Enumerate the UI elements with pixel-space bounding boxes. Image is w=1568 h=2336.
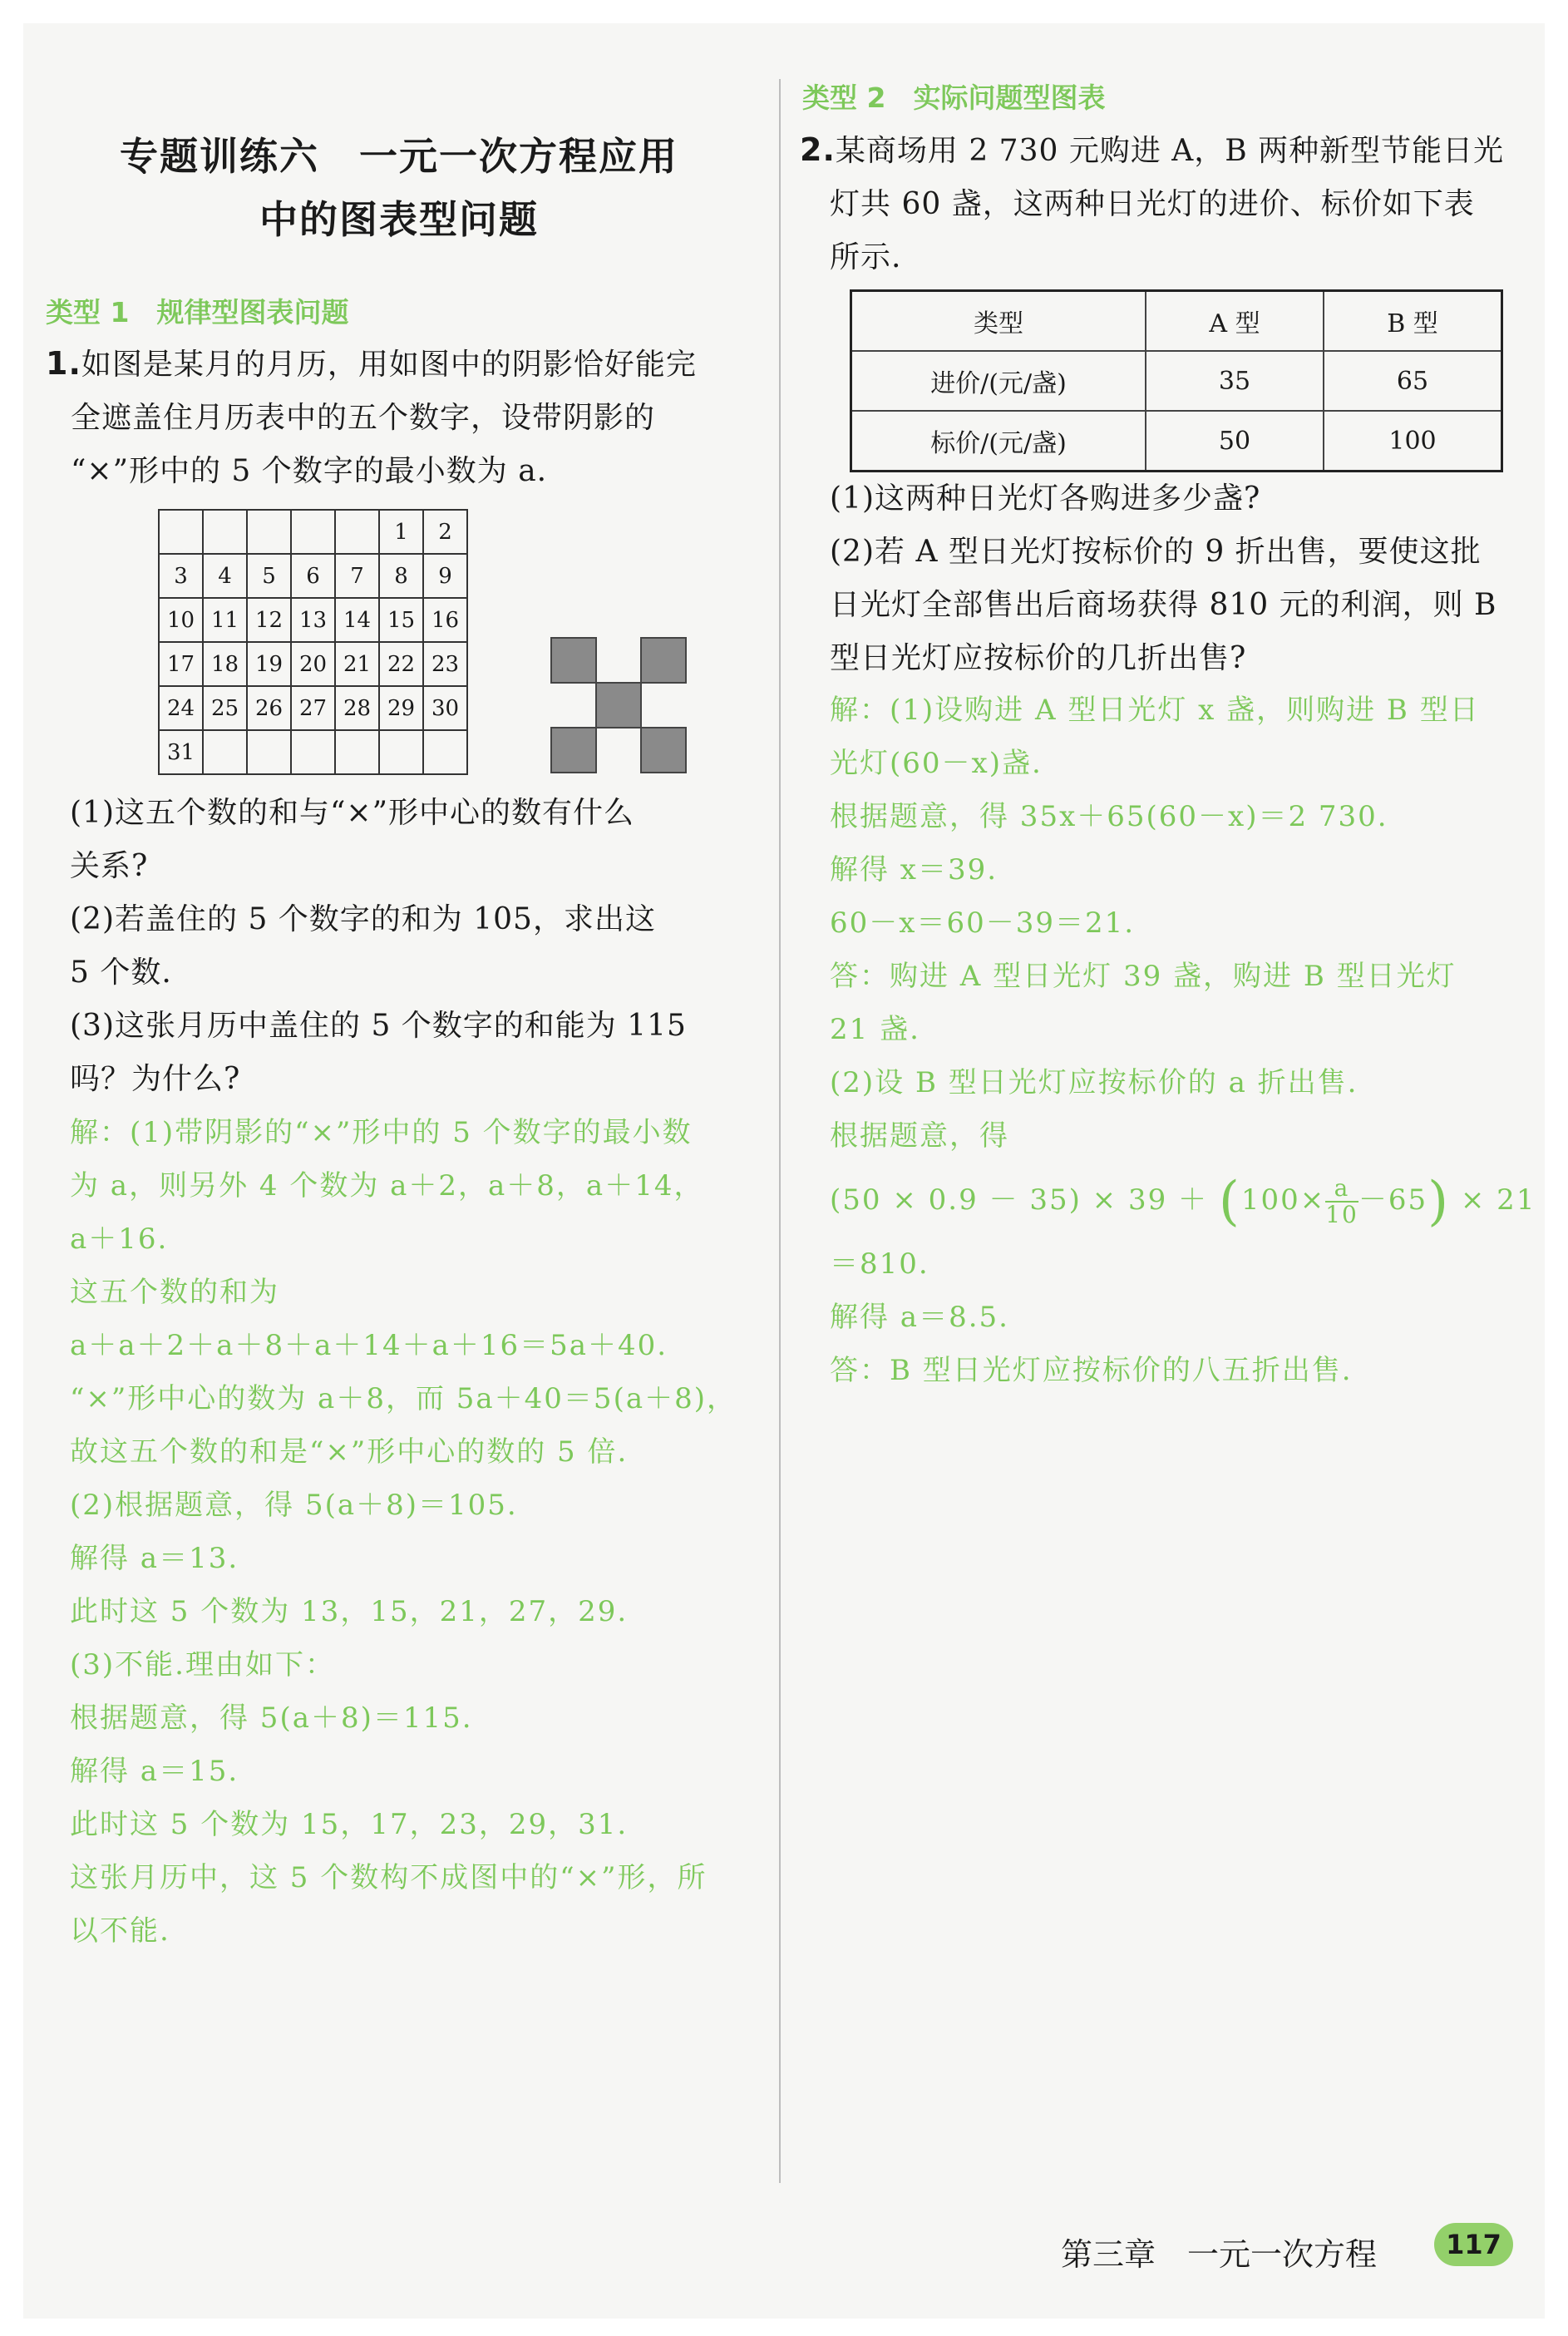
problem-1-questions [70, 787, 687, 1106]
calendar-cell [291, 730, 335, 774]
calendar-cell: 3 [159, 554, 203, 598]
answer-line: 答：B 型日光灯应按标价的八五折出售. [830, 1354, 1353, 1387]
answer-line: “×”形中心的数为 a＋8，而 5a＋40＝5(a＋8)， [70, 1382, 737, 1415]
answer-line: 60－x＝60－39＝21. [830, 906, 1136, 940]
fraction-denominator: 10 [1325, 1201, 1358, 1228]
question-line: 5 个数. [70, 956, 172, 990]
title-line-1: 专题训练六 一元一次方程应用 [120, 134, 678, 179]
shaded-square [640, 727, 687, 773]
header-cell: B 型 [1324, 291, 1502, 352]
page-title [42, 125, 757, 251]
shaded-square [550, 637, 597, 684]
fraction [1325, 1176, 1358, 1227]
price-table-header [851, 291, 1502, 352]
equation-inner-right: －65 [1358, 1183, 1428, 1217]
table-cell: 50 [1146, 411, 1324, 472]
calendar-cell: 30 [423, 686, 467, 730]
type2-heading: 类型 2 实际问题型图表 [802, 81, 1106, 114]
calendar-cell: 20 [291, 642, 335, 686]
problem-1-line: 如图是某月的月历，用如图中的阴影恰好能完 [81, 348, 697, 382]
problem-2-statement [800, 123, 1504, 284]
answer-line: 此时这 5 个数为 15，17，23，29，31. [70, 1808, 629, 1841]
calendar-cell: 31 [159, 730, 203, 774]
answer-line: 此时这 5 个数为 13，15，21，27，29. [70, 1595, 629, 1628]
table-cell: 35 [1146, 351, 1324, 411]
problem-1-line: 全遮盖住月历表中的五个数字，设带阴影的 [71, 401, 656, 435]
question-line: (1)这两种日光灯各购进多少盏? [830, 482, 1261, 516]
calendar-cell [203, 730, 247, 774]
calendar-cell: 24 [159, 686, 203, 730]
equation-inner-left: 100× [1240, 1183, 1326, 1217]
header-cell: A 型 [1146, 291, 1324, 352]
answer-line: 解得 a＝8.5. [830, 1301, 1009, 1334]
answer-line: 以不能. [70, 1914, 170, 1948]
question-line: 吗？为什么? [70, 1062, 241, 1096]
calendar-cell: 10 [159, 598, 203, 642]
shaded-square [550, 727, 597, 773]
equation-line [830, 1163, 1536, 1237]
calendar-row [159, 642, 467, 686]
calendar-cell: 12 [247, 598, 291, 642]
question-line: (2)若 A 型日光灯按标价的 9 折出售，要使这批 [830, 535, 1482, 569]
calendar-cell: 2 [423, 510, 467, 554]
calendar-cell: 11 [203, 598, 247, 642]
answer-line: 光灯(60－x)盏. [830, 747, 1043, 780]
calendar-cell: 23 [423, 642, 467, 686]
question-line: (2)若盖住的 5 个数字的和为 105，求出这 [70, 902, 656, 936]
calendar-cell [335, 510, 379, 554]
calendar-cell: 17 [159, 642, 203, 686]
header-cell: 类型 [851, 291, 1146, 352]
answer-line: 根据题意，得 35x＋65(60－x)＝2 730. [830, 800, 1388, 833]
shaded-square [595, 682, 642, 728]
answer-line: 为 a，则另外 4 个数为 a＋2，a＋8，a＋14， [70, 1169, 704, 1203]
price-table [850, 289, 1503, 472]
answer-line: 解得 a＝13. [70, 1542, 239, 1575]
calendar-cell: 27 [291, 686, 335, 730]
calendar-cell: 18 [203, 642, 247, 686]
calendar-cell: 1 [379, 510, 423, 554]
price-table-row [851, 351, 1502, 411]
calendar-cell: 21 [335, 642, 379, 686]
calendar-cell [379, 730, 423, 774]
calendar-cell: 8 [379, 554, 423, 598]
calendar-row [159, 598, 467, 642]
shaded-square [640, 637, 687, 684]
problem-1-line: “×”形中的 5 个数字的最小数为 a. [71, 454, 548, 488]
right-paren: ) [1427, 1171, 1451, 1232]
calendar-cell [247, 510, 291, 554]
calendar-cell [335, 730, 379, 774]
answer-line: 解：(1)带阴影的“×”形中的 5 个数字的最小数 [70, 1116, 693, 1149]
calendar-cell: 7 [335, 554, 379, 598]
type1-heading: 类型 1 规律型图表问题 [46, 296, 349, 328]
calendar-cell: 26 [247, 686, 291, 730]
price-table-row [851, 411, 1502, 472]
answer-line: 解得 x＝39. [830, 853, 998, 886]
equation-right: × 21 [1460, 1183, 1536, 1217]
calendar-cell: 16 [423, 598, 467, 642]
problem-2-line: 所示. [830, 240, 902, 274]
table-cell: 100 [1324, 411, 1502, 472]
calendar-cell: 19 [247, 642, 291, 686]
calendar-cell [203, 510, 247, 554]
calendar-cell [247, 730, 291, 774]
column-divider [779, 79, 781, 2183]
left-paren: ( [1218, 1171, 1241, 1232]
calendar-cell: 25 [203, 686, 247, 730]
question-line: 关系? [70, 849, 149, 883]
answer-line: a＋a＋2＋a＋8＋a＋14＋a＋16＝5a＋40. [70, 1329, 668, 1362]
page-number-badge: 117 [1434, 2223, 1513, 2266]
problem-2-number: 2. [800, 131, 836, 168]
answer-line: 根据题意，得 [830, 1119, 1009, 1153]
calendar-cell: 28 [335, 686, 379, 730]
calendar-cell: 29 [379, 686, 423, 730]
table-cell: 进价/(元/盏) [851, 351, 1146, 411]
answer-line: 解得 a＝15. [70, 1755, 239, 1788]
answer-line: 故这五个数的和是“×”形中心的数的 5 倍. [70, 1435, 629, 1469]
problem-1-answer [70, 1106, 737, 1958]
calendar-cell: 15 [379, 598, 423, 642]
calendar-row [159, 554, 467, 598]
calendar-row [159, 510, 467, 554]
problem-2-questions [830, 472, 1497, 685]
problem-2-line: 灯共 60 盏，这两种日光灯的进价、标价如下表 [830, 187, 1475, 221]
table-cell: 标价/(元/盏) [851, 411, 1146, 472]
answer-line: 这张月历中，这 5 个数构不成图中的“×”形，所 [70, 1861, 708, 1894]
calendar-cell: 13 [291, 598, 335, 642]
calendar-cell: 6 [291, 554, 335, 598]
calendar-cell [291, 510, 335, 554]
calendar-cell: 14 [335, 598, 379, 642]
equation-left: (50 × 0.9 － 35) × 39 ＋ [830, 1183, 1209, 1217]
calendar-table [158, 509, 468, 775]
question-line: 型日光灯应按标价的几折出售? [830, 641, 1247, 675]
answer-line: 这五个数的和为 [70, 1276, 279, 1309]
answer-line: (2)设 B 型日光灯应按标价的 a 折出售. [830, 1066, 1358, 1099]
calendar-row [159, 730, 467, 774]
chapter-footer: 第三章 一元一次方程 [1060, 2236, 1377, 2273]
title-line-2: 中的图表型问题 [259, 197, 539, 242]
answer-line: (3)不能.理由如下： [70, 1648, 335, 1682]
answer-line: ＝810. [830, 1247, 929, 1281]
calendar-cell [159, 510, 203, 554]
problem-1-number: 1. [46, 345, 81, 382]
calendar-cell: 4 [203, 554, 247, 598]
table-cell: 65 [1324, 351, 1502, 411]
calendar-cell: 9 [423, 554, 467, 598]
problem-1-statement [46, 337, 697, 498]
fraction-numerator: a [1325, 1176, 1358, 1203]
problem-2-answer [830, 684, 1536, 1397]
problem-2-line: 某商场用 2 730 元购进 A，B 两种新型节能日光 [835, 134, 1505, 168]
question-line: 日光灯全部售出后商场获得 810 元的利润，则 B [830, 588, 1497, 622]
calendar-cell: 5 [247, 554, 291, 598]
answer-line: 21 盏. [830, 1013, 920, 1046]
calendar-row [159, 686, 467, 730]
question-line: (1)这五个数的和与“×”形中心的数有什么 [70, 796, 634, 830]
answer-line: (2)根据题意，得 5(a＋8)＝105. [70, 1489, 518, 1522]
answer-line: 根据题意，得 5(a＋8)＝115. [70, 1701, 473, 1735]
calendar-cell: 22 [379, 642, 423, 686]
answer-line: a＋16. [70, 1222, 169, 1256]
answer-line: 答：购进 A 型日光灯 39 盏，购进 B 型日光灯 [830, 960, 1457, 993]
question-line: (3)这张月历中盖住的 5 个数字的和能为 115 [70, 1009, 687, 1043]
calendar-cell [423, 730, 467, 774]
answer-line: 解：(1)设购进 A 型日光灯 x 盏，则购进 B 型日 [830, 694, 1480, 727]
